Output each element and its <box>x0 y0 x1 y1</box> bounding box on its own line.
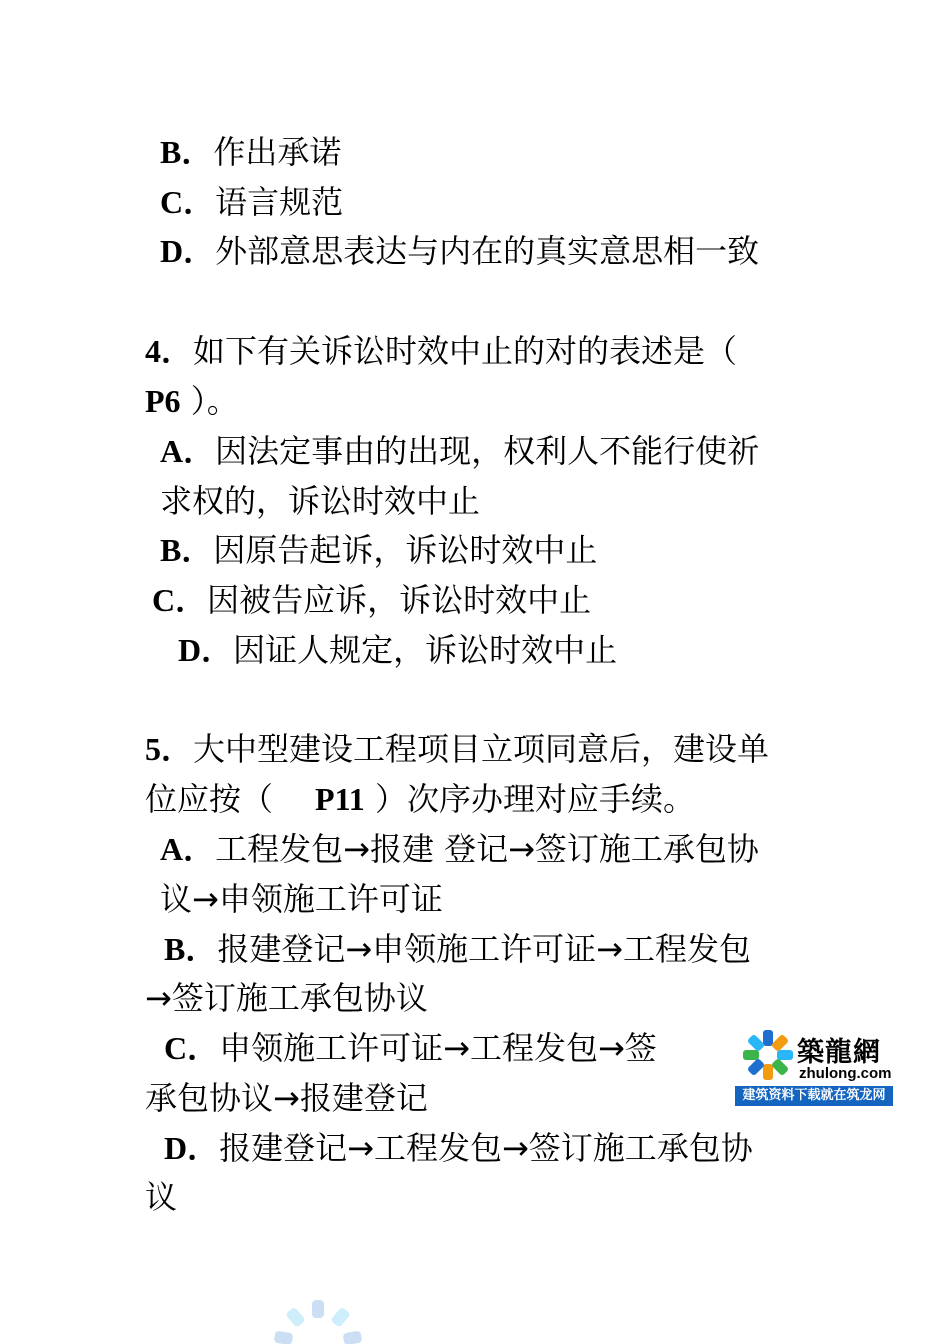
logo-slogan: 建筑资料下载就在筑龙网 <box>735 1086 893 1106</box>
option-text: 报建登记→申领施工许可证→工程发包 <box>217 930 751 968</box>
option-a-q5 <box>160 829 759 869</box>
question-5-stem-cont <box>145 779 695 819</box>
zhulong-logo <box>735 1020 893 1106</box>
question-text: 大中型建设工程项目立项同意后，建设单 <box>193 730 770 768</box>
option-a-q4-cont <box>160 481 480 521</box>
option-d-q5-cont <box>145 1177 177 1217</box>
option-text: 因被告应诉，诉讼时效中止 <box>207 581 592 619</box>
option-c-q5-cont <box>145 1078 428 1118</box>
option-text: 承包协议→报建登记 <box>145 1079 428 1117</box>
option-text: 语言规范 <box>215 183 344 221</box>
zhulong-flower-icon <box>741 1028 795 1082</box>
option-b-q3 <box>160 132 341 172</box>
logo-name: 築龍網 <box>797 1037 881 1068</box>
option-c-q5 <box>164 1028 657 1068</box>
question-text-end: ）次序办理对应手续。 <box>374 780 695 818</box>
option-text: 因原告起诉，诉讼时效中止 <box>213 531 598 569</box>
option-label: B． <box>164 931 218 967</box>
option-text: 因法定事由的出现，权利人不能行使祈 <box>215 432 760 470</box>
watermark-icon <box>258 1298 378 1344</box>
page-reference: P11 <box>315 781 365 817</box>
option-label: C． <box>164 1030 220 1066</box>
option-a-q4 <box>160 431 759 471</box>
question-5-stem <box>145 729 769 769</box>
question-text: 如下有关诉讼时效中止的对的表述是（ <box>193 332 738 370</box>
option-label: B． <box>160 532 214 568</box>
question-4-stem <box>145 331 737 371</box>
option-text: 申领施工许可证→工程发包→签 <box>219 1029 657 1067</box>
option-text: 因证人规定，诉讼时效中止 <box>233 631 618 669</box>
question-4-stem-cont <box>145 381 239 421</box>
option-text: 报建登记→工程发包→签订施工承包协 <box>219 1129 753 1167</box>
option-text: 外部意思表达与内在的真实意思相一致 <box>215 232 760 270</box>
question-number: 5． <box>145 731 194 767</box>
option-c-q3 <box>160 182 343 222</box>
option-label: A． <box>160 433 216 469</box>
option-label: D． <box>178 632 234 668</box>
option-b-q4 <box>160 530 597 570</box>
option-label: B． <box>160 134 214 170</box>
option-d-q5 <box>164 1128 753 1168</box>
option-b-q5 <box>164 929 751 969</box>
option-label: C． <box>160 184 216 220</box>
option-label: D． <box>160 233 216 269</box>
option-a-q5-cont <box>160 879 443 919</box>
page-reference: P6 <box>145 383 181 419</box>
option-text: 求权的，诉讼时效中止 <box>160 482 481 520</box>
option-b-q5-cont <box>145 978 428 1018</box>
option-c-q4 <box>152 580 591 620</box>
option-text: 作出承诺 <box>213 133 342 171</box>
question-number: 4． <box>145 333 194 369</box>
option-label: C． <box>152 582 208 618</box>
option-text: 议 <box>145 1178 178 1216</box>
option-label: A． <box>160 831 216 867</box>
option-d-q4 <box>178 630 617 670</box>
option-d-q3 <box>160 231 759 271</box>
option-label: D． <box>164 1130 220 1166</box>
option-text: →签订施工承包协议 <box>145 979 428 1017</box>
option-text: 工程发包→报建 登记→签订施工承包协 <box>215 830 759 868</box>
logo-url: zhulong.com <box>799 1065 892 1082</box>
option-text: 议→申领施工许可证 <box>160 880 443 918</box>
question-text: ）。 <box>190 382 239 420</box>
question-text: 位应按（ <box>145 780 274 818</box>
